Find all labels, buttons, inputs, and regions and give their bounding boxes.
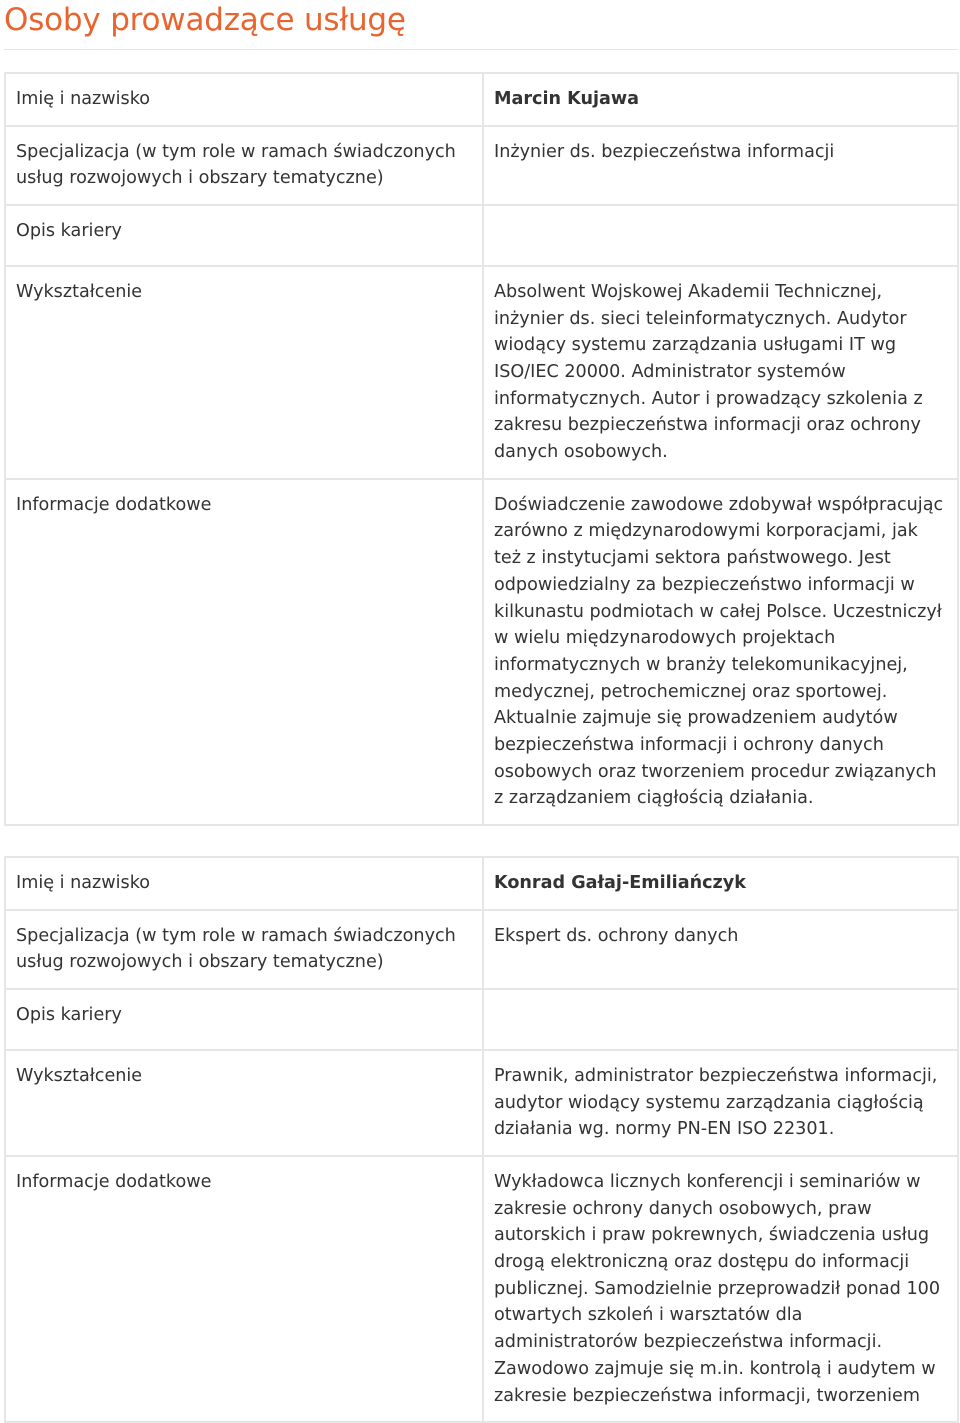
specialization-value: Ekspert ds. ochrony danych	[483, 910, 958, 989]
table-row-additional	[5, 479, 958, 825]
table-row-name	[5, 857, 958, 910]
specialization-value: Inżynier ds. bezpieczeństwa informacji	[483, 126, 958, 205]
table-row-education	[5, 1050, 958, 1156]
page-title: Osoby prowadzące usługę	[4, 2, 406, 38]
name-label: Imię i nazwisko	[5, 857, 483, 910]
table-row-specialization	[5, 910, 958, 989]
additional-info-value: Wykładowca licznych konferencji i seminariów w zakresie ochrony danych osobowych, praw autorskich i praw pokrewnych, świadczenia usług drogą elektroniczną oraz dostępu do informacji publicznej. Samodzielnie przeprowadził ponad 100 otwartych szkoleń i warsztatów dla administratorów bezpieczeństwa informacji. Zawodowo zajmuje się m.in. kontrolą i audytem w zakresie bezpieczeństwa informacji, tworzeniem	[483, 1156, 958, 1422]
title-divider	[4, 49, 958, 50]
additional-info-label: Informacje dodatkowe	[5, 1156, 483, 1422]
career-label: Opis kariery	[5, 989, 483, 1050]
person-table	[4, 72, 959, 826]
education-value: Prawnik, administrator bezpieczeństwa informacji, audytor wiodący systemu zarządzania ciągłością działania wg. normy PN-EN ISO 22301.	[483, 1050, 958, 1156]
table-row-name	[5, 73, 958, 126]
person-name: Marcin Kujawa	[483, 73, 958, 126]
education-value: Absolwent Wojskowej Akademii Technicznej, inżynier ds. sieci teleinformatycznych. Audytor wiodący systemu zarządzania usługami IT wg ISO/IEC 20000. Administrator systemów informatycznych. Autor i prowadzący szkolenia z zakresu bezpieczeństwa informacji oraz ochrony danych osobowych.	[483, 266, 958, 479]
table-row-career	[5, 989, 958, 1050]
person-table	[4, 856, 959, 1423]
education-label: Wykształcenie	[5, 266, 483, 479]
table-row-specialization	[5, 126, 958, 205]
specialization-label: Specjalizacja (w tym role w ramach świadczonych usług rozwojowych i obszary tematyczne)	[5, 910, 483, 989]
table-row-additional	[5, 1156, 958, 1422]
specialization-label: Specjalizacja (w tym role w ramach świadczonych usług rozwojowych i obszary tematyczne)	[5, 126, 483, 205]
table-row-career	[5, 205, 958, 266]
table-row-education	[5, 266, 958, 479]
additional-info-value: Doświadczenie zawodowe zdobywał współpracując zarówno z międzynarodowymi korporacjami, jak też z instytucjami sektora państwowego. Jest odpowiedzialny za bezpieczeństwo informacji w kilkunastu podmiotach w całej Polsce. Uczestniczył w wielu międzynarodowych projektach informatycznych w branży telekomunikacyjnej, medycznej, petrochemicznej oraz sportowej. Aktualnie zajmuje się prowadzeniem audytów bezpieczeństwa informacji i ochrony danych osobowych oraz tworzeniem procedur związanych z zarządzaniem ciągłością działania.	[483, 479, 958, 825]
career-value	[483, 989, 958, 1050]
career-label: Opis kariery	[5, 205, 483, 266]
career-value	[483, 205, 958, 266]
name-label: Imię i nazwisko	[5, 73, 483, 126]
education-label: Wykształcenie	[5, 1050, 483, 1156]
person-name: Konrad Gałaj-Emiliańczyk	[483, 857, 958, 910]
additional-info-label: Informacje dodatkowe	[5, 479, 483, 825]
